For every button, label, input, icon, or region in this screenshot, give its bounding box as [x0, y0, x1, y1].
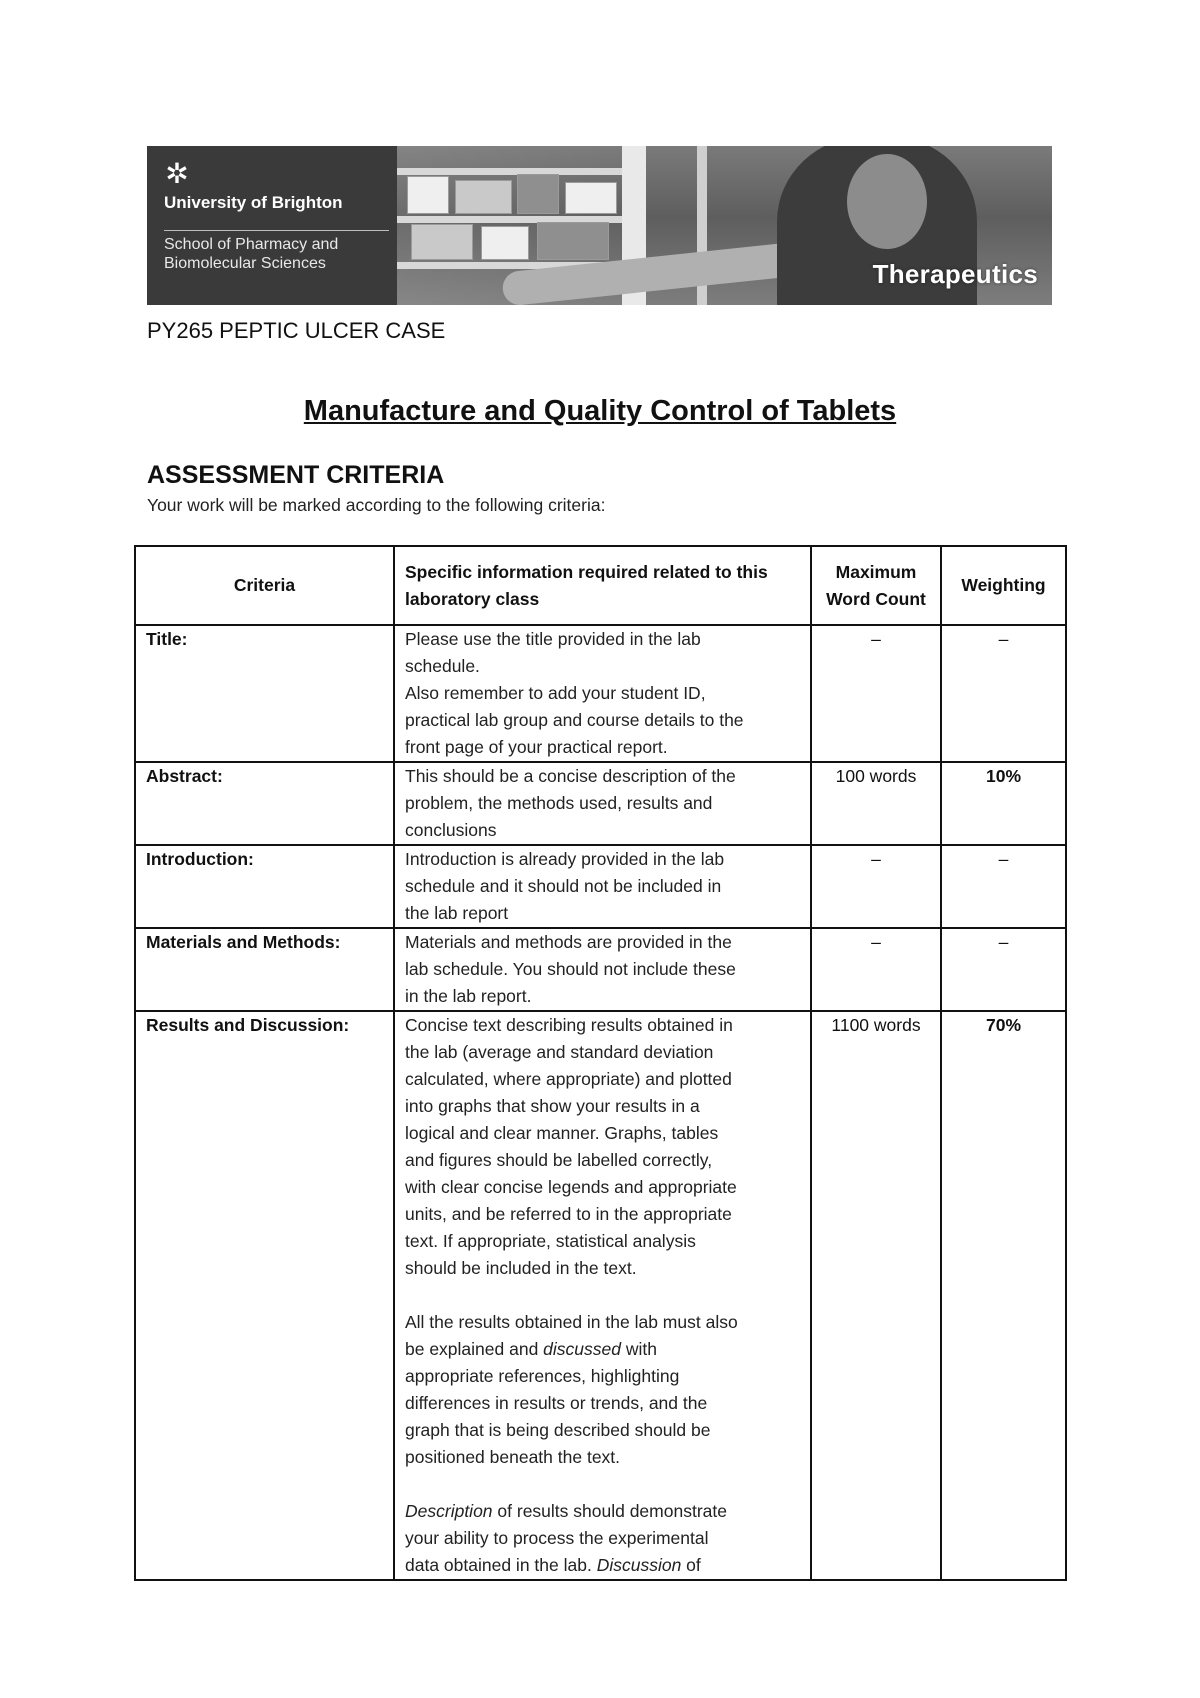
weighting-cell: –: [941, 845, 1066, 928]
university-name: University of Brighton: [164, 193, 343, 212]
section-intro: Your work will be marked according to the following criteria:: [147, 495, 606, 515]
description-line: schedule and it should not be included in: [405, 876, 722, 896]
description-line: should be included in the text.: [405, 1258, 637, 1278]
description-cell: [394, 928, 811, 1011]
medicine-box: [565, 182, 617, 214]
criteria-cell: Title:: [135, 625, 394, 762]
description-line: front page of your practical report.: [405, 737, 668, 757]
column-header-specific-info: Specific information required related to this laboratory class: [394, 546, 811, 625]
description-line: This should be a concise description of the: [405, 766, 736, 786]
medicine-box: [517, 174, 559, 214]
description-line: Also remember to add your student ID,: [405, 683, 706, 703]
description-line: [405, 1498, 800, 1525]
criteria-cell: Abstract:: [135, 762, 394, 845]
university-star-logo-icon: ✲: [165, 158, 189, 189]
criteria-cell: Results and Discussion:: [135, 1011, 394, 1580]
description-line: differences in results or trends, and the: [405, 1393, 708, 1413]
max-word-count-cell: 1100 words: [811, 1011, 941, 1580]
logo-panel: [147, 146, 397, 305]
description-line: Materials and methods are provided in the: [405, 932, 732, 952]
table-row: [135, 1011, 1066, 1580]
text-run: of: [681, 1555, 701, 1575]
description-cell: [394, 625, 811, 762]
description-line: units, and be referred to in the appropriate: [405, 1204, 732, 1224]
pharmacy-photo: [397, 146, 1052, 305]
description-line: conclusions: [405, 820, 497, 840]
description-line: into graphs that show your results in a: [405, 1096, 700, 1116]
max-word-count-cell: 100 words: [811, 762, 941, 845]
description-line: and figures should be labelled correctly,: [405, 1150, 713, 1170]
description-line: All the results obtained in the lab must also: [405, 1312, 738, 1332]
weighting-cell: –: [941, 928, 1066, 1011]
column-header-criteria: Criteria: [135, 546, 394, 625]
description-line: the lab report: [405, 903, 509, 923]
school-name: School of Pharmacy and Biomolecular Sciences: [164, 236, 339, 272]
max-word-count-cell: –: [811, 845, 941, 928]
header-banner: [147, 146, 1052, 305]
text-run: be explained and: [405, 1339, 544, 1359]
description-line: [405, 1552, 800, 1579]
description-cell: [394, 1011, 811, 1580]
description-line: lab schedule. You should not include these: [405, 959, 736, 979]
description-line: Introduction is already provided in the lab: [405, 849, 725, 869]
max-word-count-cell: –: [811, 625, 941, 762]
description-line: the lab (average and standard deviation: [405, 1042, 714, 1062]
medicine-box: [537, 222, 609, 260]
description-line: appropriate references, highlighting: [405, 1366, 680, 1386]
description-line: positioned beneath the text.: [405, 1447, 621, 1467]
description-line: practical lab group and course details to the: [405, 710, 744, 730]
emphasis-text: Discussion: [596, 1555, 682, 1575]
description-line: in the lab report.: [405, 986, 532, 1006]
medicine-box: [455, 180, 512, 214]
criteria-cell: Introduction:: [135, 845, 394, 928]
max-word-count-cell: –: [811, 928, 941, 1011]
emphasis-text: discussed: [543, 1339, 621, 1359]
pharmacist-face: [847, 154, 927, 249]
emphasis-text: Description: [405, 1501, 493, 1521]
description-line: logical and clear manner. Graphs, tables: [405, 1123, 719, 1143]
description-line: Please use the title provided in the lab: [405, 629, 701, 649]
medicine-box: [411, 224, 473, 260]
text-run: of results should demonstrate: [492, 1501, 727, 1521]
page-title: Manufacture and Quality Control of Tablets: [303, 395, 897, 427]
logo-divider: [164, 230, 389, 231]
medicine-box: [407, 176, 449, 214]
banner-theme-label: Therapeutics: [872, 259, 1038, 289]
criteria-cell: Materials and Methods:: [135, 928, 394, 1011]
course-code: PY265 PEPTIC ULCER CASE: [147, 318, 446, 343]
table-header-row: [135, 546, 1066, 625]
description-line: schedule.: [405, 656, 480, 676]
column-header-weighting: Weighting: [941, 546, 1066, 625]
description-line: text. If appropriate, statistical analysis: [405, 1231, 696, 1251]
description-line: problem, the methods used, results and: [405, 793, 713, 813]
table-row: [135, 762, 1066, 845]
weighting-cell: 10%: [941, 762, 1066, 845]
text-run: with: [621, 1339, 657, 1359]
description-line: [405, 1336, 800, 1363]
medicine-box: [481, 226, 529, 260]
description-line: graph that is being described should be: [405, 1420, 711, 1440]
assessment-criteria-table: [134, 545, 1067, 1581]
weighting-cell: 70%: [941, 1011, 1066, 1580]
column-header-max-word-count: Maximum Word Count: [811, 546, 941, 625]
description-line: calculated, where appropriate) and plotted: [405, 1069, 732, 1089]
description-line: with clear concise legends and appropriate: [405, 1177, 737, 1197]
description-cell: [394, 762, 811, 845]
description-line: your ability to process the experimental: [405, 1528, 709, 1548]
text-run: data obtained in the lab.: [405, 1555, 597, 1575]
section-heading: ASSESSMENT CRITERIA: [147, 461, 445, 489]
table-row: [135, 845, 1066, 928]
description-line: Concise text describing results obtained in: [405, 1015, 733, 1035]
paragraph-gap: [405, 1282, 800, 1309]
description-cell: [394, 845, 811, 928]
paragraph-gap: [405, 1471, 800, 1498]
table-row: [135, 625, 1066, 762]
table-row: [135, 928, 1066, 1011]
weighting-cell: –: [941, 625, 1066, 762]
